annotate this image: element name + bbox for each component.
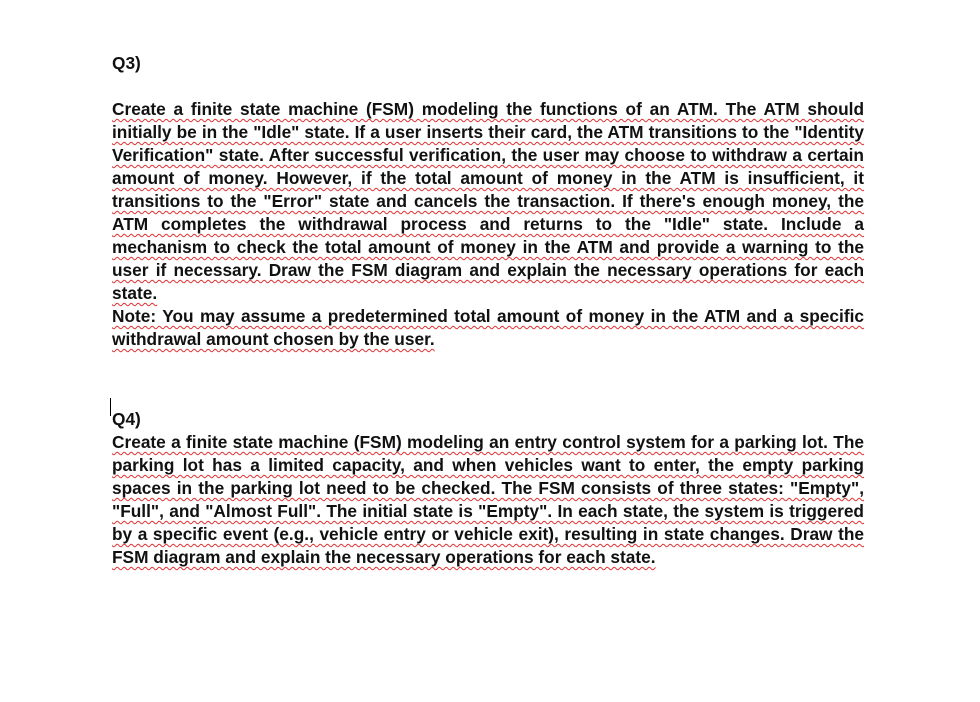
blank-line bbox=[112, 351, 864, 385]
blank-line bbox=[112, 75, 864, 98]
question-3-body: Create a finite state machine (FSM) modeling the functions of an ATM. The ATM should initially be in the "Idle" state. If a user inserts their card, the ATM transitions to the "Identity Verification" state. After successful verification, the user may choose to withdraw a certain amount of money. However, if the total amount of money in the ATM is insufficient, it transitions to the "Error" state and cancels the transaction. If there's enough money, the ATM completes the withdrawal process and returns to the "Idle" state. Include a mechanism to check the total amount of money in the ATM and provide a warning to the user if necessary. Draw the FSM diagram and explain the necessary operations for each state. bbox=[112, 99, 864, 303]
document-page bbox=[112, 52, 864, 569]
question-3 bbox=[112, 52, 864, 351]
question-4 bbox=[112, 408, 864, 569]
question-3-note: Note: You may assume a predetermined total amount of money in the ATM and a specific withdrawal amount chosen by the user. bbox=[112, 306, 864, 349]
question-4-body: Create a finite state machine (FSM) modeling an entry control system for a parking lot. The parking lot has a limited capacity, and when vehicles want to enter, the empty parking spaces in the parking lot need to be checked. The FSM consists of three states: "Empty", "Full", and "Almost Full". The initial state is "Empty". In each state, the system is triggered by a specific event (e.g., vehicle entry or vehicle exit), resulting in state changes. Draw the FSM diagram and explain the necessary operations for each state. bbox=[112, 432, 864, 567]
question-3-heading: Q3) bbox=[112, 53, 141, 73]
text-cursor bbox=[110, 398, 111, 416]
question-4-heading: Q4) bbox=[112, 409, 141, 429]
blank-line bbox=[112, 385, 864, 408]
